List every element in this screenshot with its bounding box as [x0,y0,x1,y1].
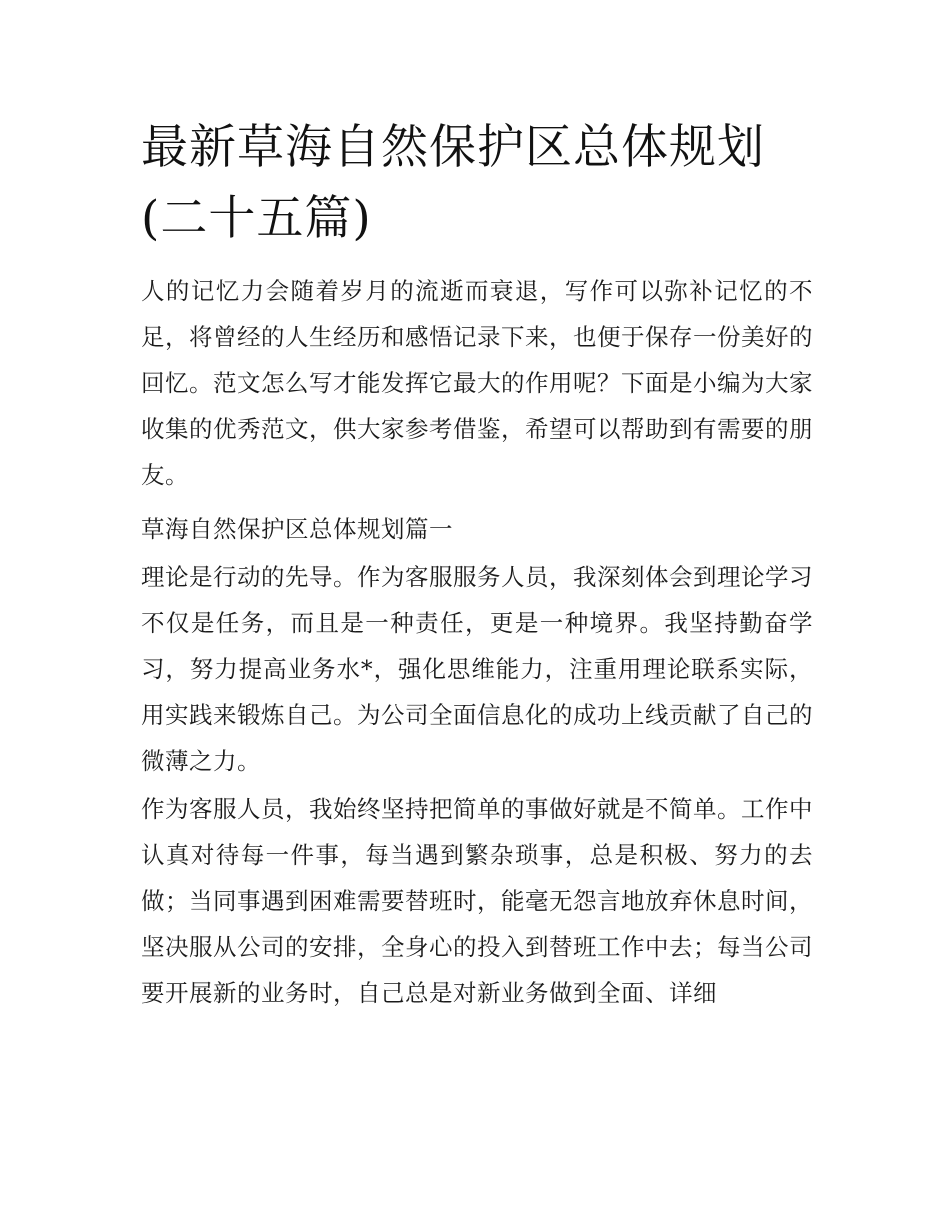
section-heading: 草海自然保护区总体规划篇一 [141,515,453,543]
document-body [141,112,813,1016]
title-line-1: 最新草海自然保护区总体规划 [141,120,765,175]
body-paragraph-2: 作为客服人员，我始终坚持把简单的事做好就是不简单。工作中认真对待每一件事，每当遇到繁杂琐事，总是积极、努力的去做；当同事遇到困难需要替班时，能毫无怨言地放弃休息时间，坚决服从公司的安排，全身心的投入到替班工作中去；每当公司要开展新的业务时，自己总是对新业务做到全面、详细 [141,795,813,1007]
intro-paragraph: 人的记忆力会随着岁月的流逝而衰退，写作可以弥补记忆的不足，将曾经的人生经历和感悟记录下来，也便于保存一份美好的回忆。范文怎么写才能发挥它最大的作用呢？下面是小编为大家收集的优秀范文，供大家参考借鉴，希望可以帮助到有需要的朋友。 [141,277,813,489]
body-paragraph-1: 理论是行动的先导。作为客服服务人员，我深刻体会到理论学习不仅是任务，而且是一种责任，更是一种境界。我坚持勤奋学习，努力提高业务水*，强化思维能力，注重用理论联系实际，用实践来锻炼自己。为公司全面信息化的成功上线贡献了自己的微薄之力。 [141,563,813,775]
document-title [141,112,813,254]
title-line-2: (二十五篇) [141,191,372,246]
